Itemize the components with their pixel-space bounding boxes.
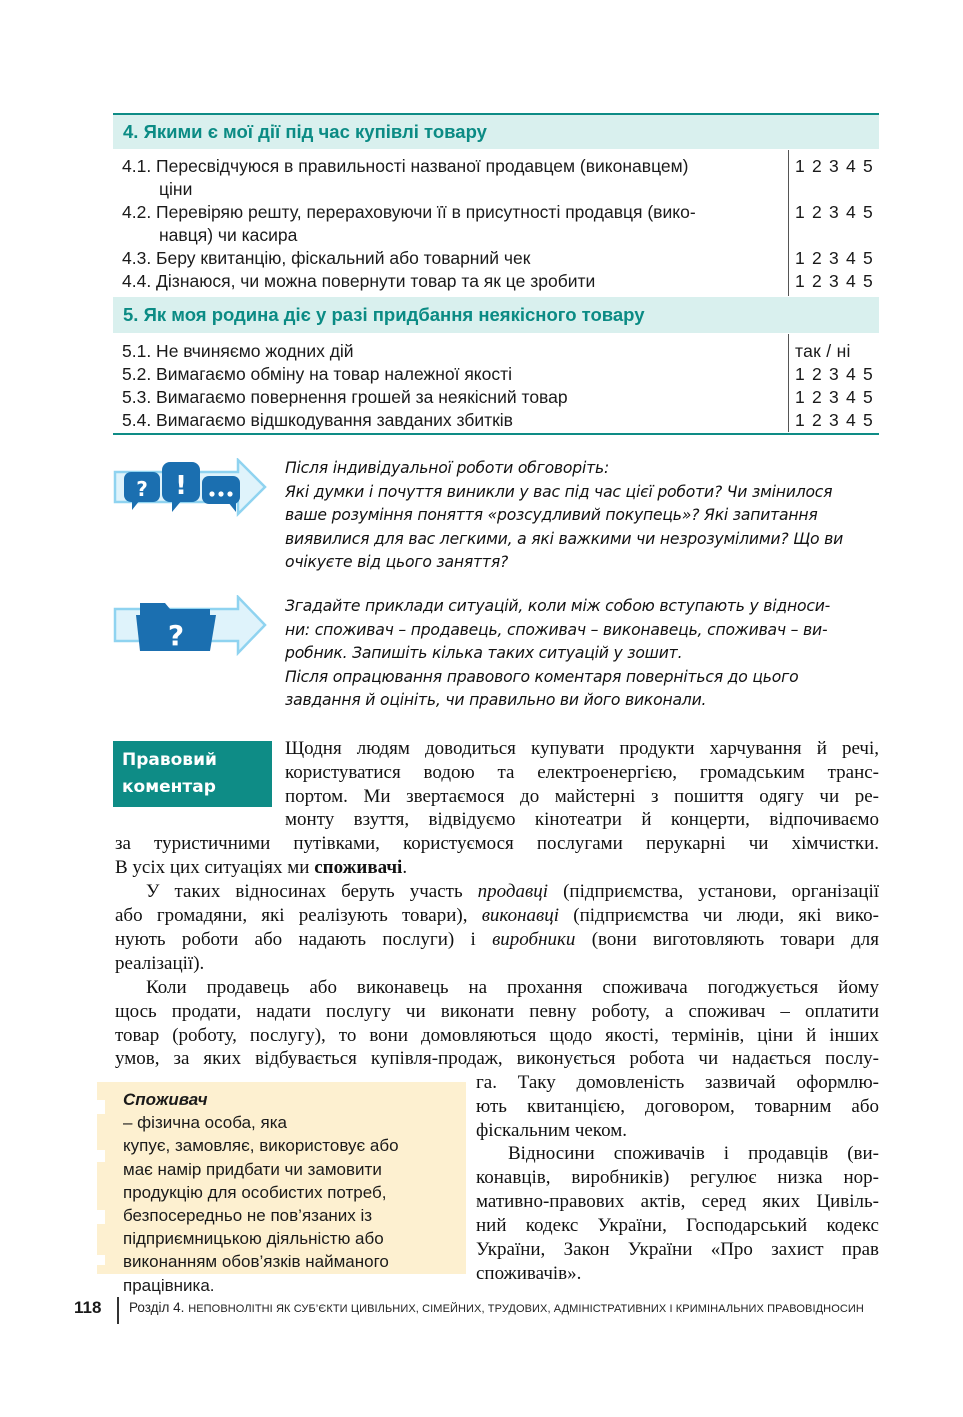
section-4-heading-text: 4. Якими є мої дії під час купівлі товару [123,121,487,142]
body-line: мативно-правових актів, серед яких Цивіль- [476,1191,879,1212]
task-line: ваше розуміння поняття «розсудливий покупець»? Які запитання [285,506,818,525]
legal-label-line: Правовий [122,750,217,770]
section-4-heading [113,115,879,149]
term-bold: споживачі [314,857,403,878]
definition-line: безпосередньо не пов’язаних із [123,1206,373,1226]
task-line: Згадайте приклади ситуацій, коли між собою вступають у відноси- [285,597,831,615]
task-line: Після опрацювання правового коментаря поверніться до цього [285,667,799,686]
body-line: га. Таку домовленість зазвичай оформлю- [476,1072,879,1093]
body-text-run: (вони виготовляють товари для [575,929,879,950]
table-column-divider [788,334,789,432]
term-italic: виконавці [481,905,560,926]
page-number: 118 [74,1298,102,1317]
body-text-run: нують роботи або надають послуги) і [115,929,493,950]
rating-scale: 1 2 3 4 5 [795,271,874,291]
definition-line: підприємницькою діяльністю або [123,1229,384,1249]
body-line: монту взуття, відвідуємо кінотеатри й концерти, відпочиваємо [285,809,879,830]
rating-scale: 1 2 3 4 5 [795,387,874,407]
task-line: робник. Запишіть кілька таких ситуацій у зошит. [285,644,683,663]
rating-scale: 1 2 3 4 5 [795,202,874,222]
body-line [115,856,407,880]
row-text: 4.1. Пересвідчуюся в правильності названої продавцем (виконавцем) [122,156,689,176]
body-line: ний кодекс України, Господарський кодекс [476,1215,879,1236]
situations-task-text [285,595,880,713]
row-text: 5.2. Вимагаємо обміну на товар належної якості [122,364,513,384]
rating-scale: 1 2 3 4 5 [795,156,874,176]
body-line: України, Закон України «Про захист прав [476,1239,879,1260]
task-line: виявилися для вас легкими, а які важкими чи незрозумілими? Що ви [285,529,844,548]
body-text-run: У таких відносинах беруть участь [146,881,478,902]
row-text: 5.3. Вимагаємо повернення грошей за неякісний товар [122,387,568,407]
footer-chapter-title: НЕПОВНОЛІТНІ ЯК СУБ’ЄКТИ ЦИВІЛЬНИХ, СІМЕЙНИХ, ТРУДОВИХ, АДМІНІСТРАТИВНИХ І КРИМІНАЛЬНИХ ПРАВОВІДНОСИН [188,1303,864,1315]
body-line: Щодня людям доводиться купувати продукти харчування й речі, [285,738,879,759]
table-column-divider [788,150,789,296]
task-line: завдання й оцініть, чи правильно ви його виконали. [285,691,707,710]
body-line: споживачів». [476,1263,582,1284]
term-italic: продавці [477,881,549,902]
folder-question-icon [110,595,270,657]
definition-line: має намір придбати чи замовити [123,1159,382,1179]
definition-line: працівника. [123,1275,215,1295]
body-line: портом. Ми звертаємося до майстерні з пошиття одягу чи ре- [285,786,879,807]
answer-options: так / ні [795,341,851,361]
row-text: 4.4. Дізнаюся, чи можна повернути товар та як це зробити [122,271,596,291]
body-line [115,928,879,952]
definition-box-edge-notch [97,1100,105,1114]
definition-line: купує, замовляє, використовує або [123,1136,399,1156]
rating-scale: 1 2 3 4 5 [795,248,874,268]
definition-line: продукцію для особистих потреб, [123,1182,387,1202]
row-text: 4.2. Перевіряю решту, перераховуючи її в присутності продавця (вико- [122,202,696,222]
body-line: конавців, виробників) регулює низка нор- [476,1167,879,1188]
legal-label-line: коментар [122,777,216,797]
body-text-run: . [402,857,408,878]
task-line: очікуєте від цього заняття? [285,553,509,572]
body-text-run: В усіх цих ситуаціях ми [115,857,315,878]
row-text: 4.3. Беру квитанцію, фіскальний або товарний чек [122,248,531,268]
body-line: умов, за яких відбувається купівля-продаж, виконується робота чи надається послу- [115,1048,879,1069]
svg-text:?: ? [136,477,148,501]
definition-term: Споживач [123,1090,208,1109]
term-italic: виробники [492,929,576,950]
body-line: Коли продавець або виконавець на прохання споживача погоджується йому [146,977,879,998]
row-text: 5.4. Вимагаємо відшкодування завданих збитків [122,410,513,430]
rating-scale: 1 2 3 4 5 [795,410,874,430]
definition-line [123,1088,453,1134]
task-line: ни: споживач – продавець, споживач – виконавець, споживач – ви- [285,620,828,639]
body-text-run: (підприємства, установи, організації [548,881,880,902]
body-line [146,880,879,904]
definition-box-edge-notch [97,1255,105,1265]
body-line: щось продати, надати послугу чи виконати певну роботу, а споживач – оплатити [115,1001,879,1022]
body-text-run: (підприємства чи люди, які вико- [559,905,879,926]
body-line: користуватися водою та електроенергією, громадським транс- [285,762,879,783]
body-line: фіскальним чеком. [476,1120,627,1141]
rating-scale: 1 2 3 4 5 [795,364,874,384]
running-footer [129,1300,864,1315]
section-5-heading-text: 5. Як моя родина діє у разі придбання неякісного товару [123,304,645,325]
body-line: ють квитанцією, договором, товарним або [476,1096,879,1117]
definition-box-edge-notch [97,1150,105,1162]
svg-text:!: ! [175,471,187,501]
task-line: Які думки і почуття виникли у вас під час цієї роботи? Чи змінилося [285,482,833,501]
svg-text:?: ? [167,619,185,652]
row-text-continued: навця) чи касира [159,225,298,245]
body-line: за туристичними путівками, користуємося послугами перукарні чи хімчистки. [115,833,879,854]
row-text-continued: ціни [159,179,193,199]
footer-chapter: Розділ 4. [129,1300,189,1315]
section-5-heading [113,297,879,333]
discussion-task-text [285,457,880,575]
definition-line: виконанням обов’язків найманого [123,1252,389,1272]
legal-commentary-label [113,741,272,807]
body-line: реалізації). [115,953,205,974]
body-line [115,904,879,928]
footer-divider [117,1297,119,1324]
task-line: Після індивідуальної роботи обговоріть: [285,459,610,477]
definition-box-edge-notch [97,1210,105,1224]
table-bottom-rule [113,433,879,435]
body-line: товар (роботу, послугу), то вони домовляються щодо якості, термінів, ціни й інших [115,1025,879,1046]
definition-text-run: – фізична особа, яка [123,1113,287,1133]
discussion-speech-bubbles-icon [110,458,270,518]
body-text-run: або громадяни, які реалізують товари), [115,905,482,926]
row-text: 5.1. Не вчиняємо жодних дій [122,341,354,361]
body-line: Відносини споживачів і продавців (ви- [508,1143,879,1164]
definition-text [123,1088,453,1297]
